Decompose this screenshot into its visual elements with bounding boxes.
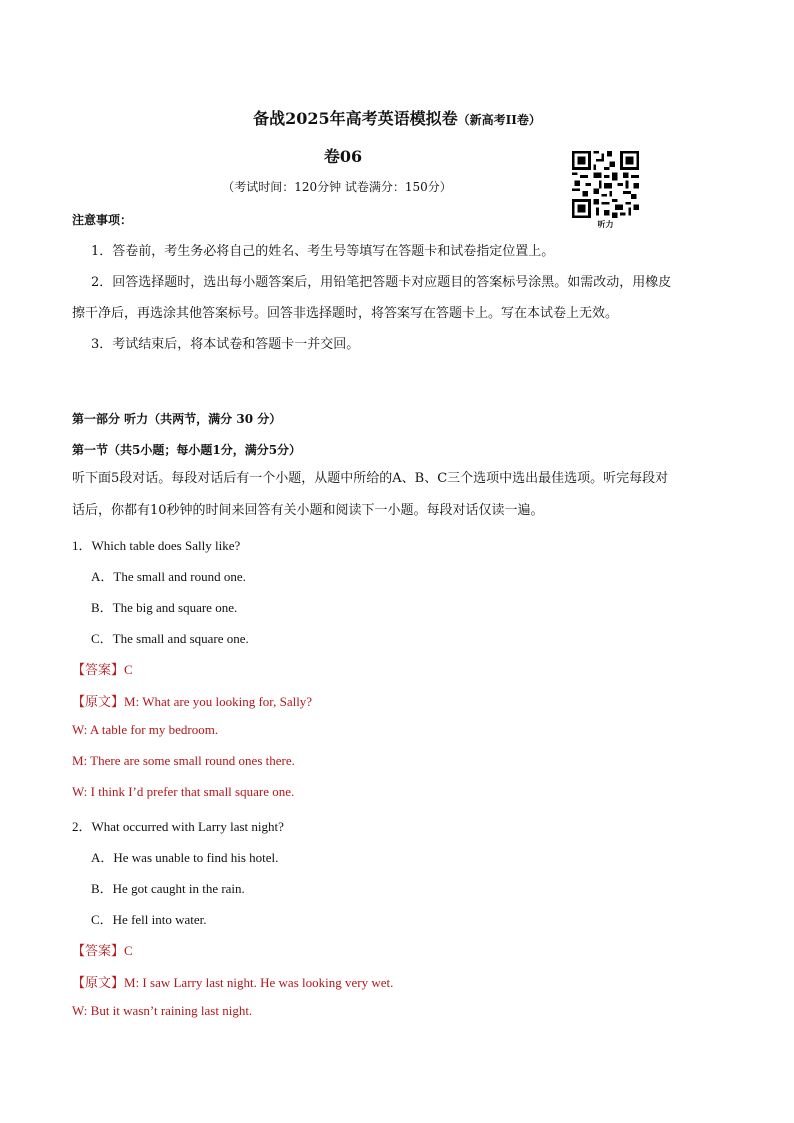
exam-info: （考试时间：120分钟 试卷满分：150分） [222, 180, 452, 194]
question-1-answer [72, 659, 133, 678]
question-2: 2．What occurred with Larry last night? [72, 819, 284, 834]
question-1-transcript-line-1 [72, 691, 312, 710]
notice-item-2-line-1: 2．回答选择题时，选出每小题答案后，用铅笔把答题卡对应题目的答案标号涂黑。如需改动，用橡皮 [91, 275, 672, 290]
question-1-option-c: C．The small and square one. [91, 631, 249, 646]
notice-item-2-line-2: 擦干净后，再选涂其他答案标号。回答非选择题时，将答案写在答题卡上。写在本试卷上无效。 [72, 306, 619, 321]
instructions-line-2: 话后，你都有10秒钟的时间来回答有关小题和阅读下一小题。每段对话仅读一遍。 [72, 503, 544, 518]
exam-title [0, 106, 794, 129]
qr-code-icon[interactable] [572, 151, 639, 218]
question-1-transcript-line-4: W: I think I’d prefer that small square one. [72, 784, 295, 799]
section-heading: 第一节（共5小题；每小题1分，满分5分） [72, 443, 302, 457]
question-1-option-a: A．The small and round one. [91, 569, 246, 584]
volume-label: 卷06 [323, 147, 363, 166]
notice-heading: 注意事项： [72, 213, 133, 227]
question-2-transcript-line-1 [72, 972, 393, 991]
answer-value: C [124, 943, 133, 958]
question-2-option-c: C．He fell into water. [91, 912, 207, 927]
transcript-label: 【原文】 [72, 975, 125, 990]
question-1-transcript-line-3: M: There are some small round ones there. [72, 753, 295, 768]
exam-title-sub: （新高考II卷） [457, 113, 541, 127]
question-2-transcript-line-2: W: But it wasn’t raining last night. [72, 1003, 253, 1018]
notice-item-3: 3．考试结束后，将本试卷和答题卡一并交回。 [91, 337, 360, 352]
question-2-option-a: A．He was unable to find his hotel. [91, 850, 279, 865]
question-1: 1．Which table does Sally like? [72, 538, 241, 553]
question-2-option-b: B．He got caught in the rain. [91, 881, 245, 896]
transcript-text: M: What are you looking for, Sally? [124, 694, 313, 709]
transcript-label: 【原文】 [72, 694, 125, 709]
answer-label: 【答案】 [72, 943, 125, 958]
notice-item-1: 1．答卷前，考生务必将自己的姓名、考生号等填写在答题卡和试卷指定位置上。 [91, 244, 555, 259]
question-2-answer [72, 940, 133, 959]
part-heading: 第一部分 听力（共两节，满分 30 分） [72, 412, 282, 426]
qr-caption: 听力 [597, 219, 614, 229]
instructions-line-1: 听下面5段对话。每段对话后有一个小题，从题中所给的A、B、C三个选项中选出最佳选项。听完每段对 [72, 471, 669, 486]
answer-label: 【答案】 [72, 662, 125, 677]
question-1-transcript-line-2: W: A table for my bedroom. [72, 722, 219, 737]
answer-value: C [124, 662, 133, 677]
exam-title-main: 备战2025年高考英语模拟卷 [253, 109, 458, 128]
transcript-text: M: I saw Larry last night. He was looking very wet. [124, 975, 394, 990]
question-1-option-b: B．The big and square one. [91, 600, 238, 615]
